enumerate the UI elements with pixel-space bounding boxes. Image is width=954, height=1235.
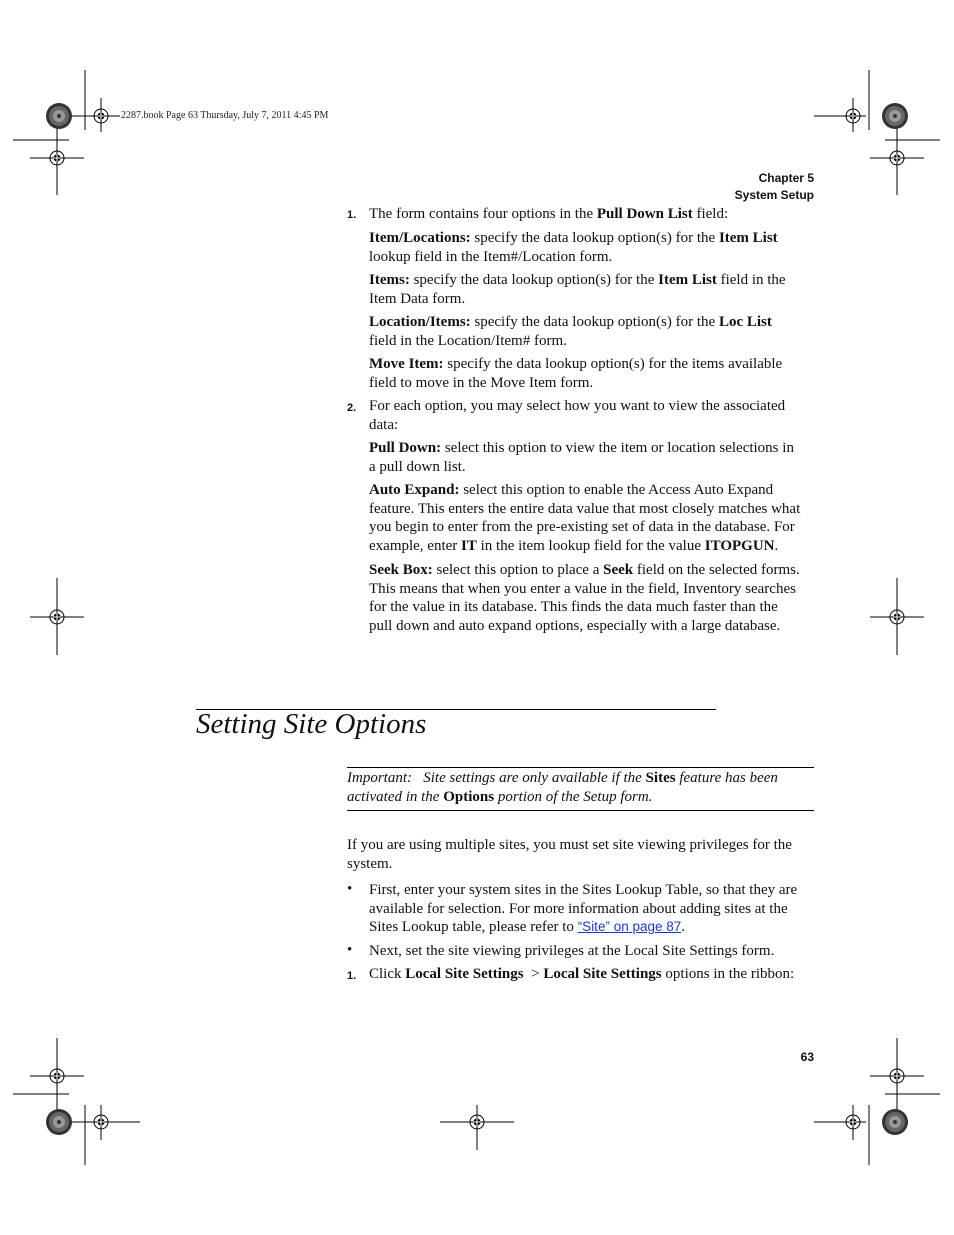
option-location-items: Location/Items: specify the data lookup option(s) for the Loc List field in the Location/Item# form. [369,314,772,349]
intro-paragraph: If you are using multiple sites, you must set site viewing privileges for the system. [347,837,792,872]
running-header [735,170,814,204]
note-bottom-rule [347,810,814,811]
step-number: 1. [347,970,357,982]
page-number: 63 [800,1050,814,1064]
option-auto-expand: Auto Expand: select this option to enable the Access Auto Expand feature. This enters the entire data value that most closely matches what you begin to enter from the pre-existing set of data in the database. For example, enter IT in the item lookup field for the value ITOPGUN. [369,482,801,554]
section-heading: Setting Site Options [196,708,427,740]
step-text: Click Local Site Settings > Local Site Settings options in the ribbon: [369,966,795,982]
bullet-item: First, enter your system sites in the Sites Lookup Table, so that they are available for selection. For more information about adding sites at the Sites Lookup table, please refer to “Site” on page 87. [369,882,798,936]
option-move-item: Move Item: specify the data lookup option(s) for the items available field to move in the Move Item form. [369,356,783,391]
bullet-item: Next, set the site viewing privileges at the Local Site Settings form. [369,943,775,959]
option-seek-box: Seek Box: select this option to place a Seek field on the selected forms. This means that when you enter a value in the field, Inventory searches for the value in its database. This finds the data much faster than the pull down and auto expand options, especially with a large database. [369,562,800,634]
chapter-label: Chapter 5 [758,171,814,185]
print-slug: 2287.book Page 63 Thursday, July 7, 2011 4:45 PM [121,110,329,121]
bullet-marker: • [347,881,353,897]
option-item-locations: Item/Locations: specify the data lookup option(s) for the Item List lookup field in the Item#/Location form. [369,230,778,265]
site-page-link[interactable]: “Site” on page 87 [577,919,682,935]
option-pull-down: Pull Down: select this option to view the item or location selections in a pull down list. [369,440,794,475]
step-text: The form contains four options in the Pull Down List field: [369,206,729,222]
option-items: Items: specify the data lookup option(s) for the Item List field in the Item Data form. [369,272,786,307]
bullet-marker: • [347,942,353,958]
step-text: For each option, you may select how you want to view the associated data: [369,398,786,433]
step-number: 1. [347,209,357,221]
step-number: 2. [347,402,357,414]
note-top-rule [347,767,814,768]
important-note: Important: Site settings are only available if the Sites feature has been activated in the Options portion of the Setup form. [347,770,778,805]
section-label: System Setup [734,188,814,202]
